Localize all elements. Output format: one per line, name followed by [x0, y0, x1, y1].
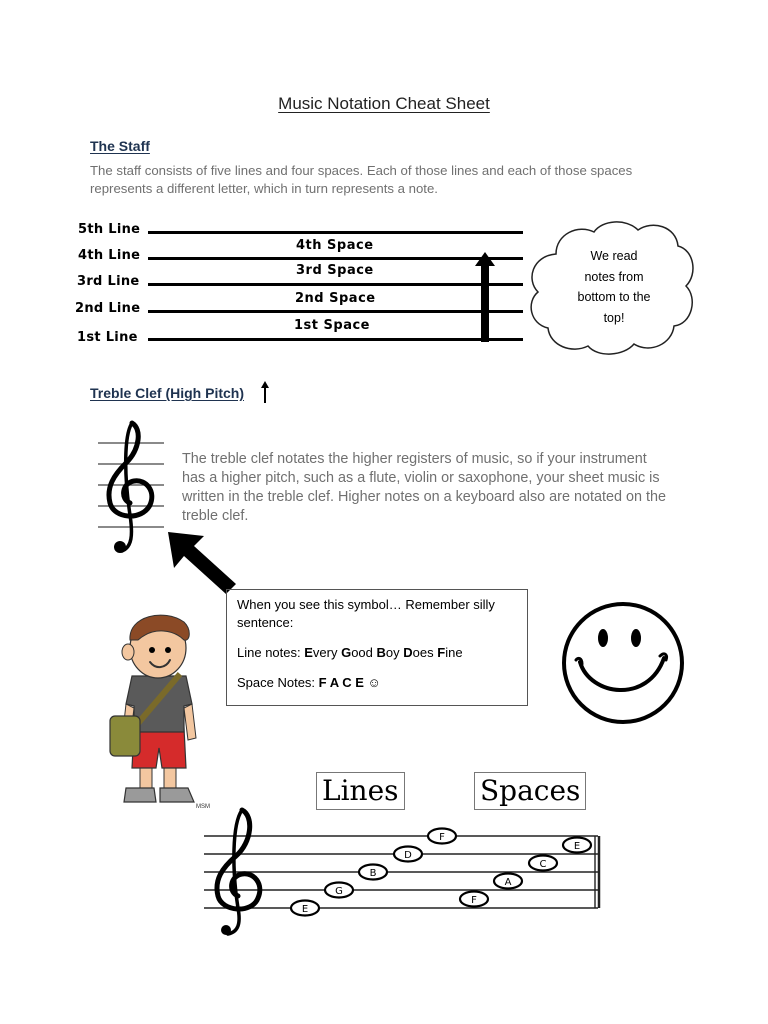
staff-description: The staff consists of five lines and four spaces. Each of those lines and each of those spaces represents a different letter, which in turn represents a note. [90, 163, 633, 196]
mnemonic-initial: F [437, 645, 446, 660]
note-letter: E [573, 841, 581, 852]
mnemonic-word-rest: oes [412, 645, 434, 660]
space-notes-letters: F A C E [318, 675, 364, 690]
cloud-text-line: top! [603, 310, 625, 325]
space-notes-mnemonic [237, 674, 517, 692]
boy-illustration [104, 610, 214, 810]
line-notes-prefix: Line notes: [237, 645, 305, 660]
page-title: Music Notation Cheat Sheet [278, 94, 490, 113]
treble-clef-staff [96, 415, 166, 560]
mnemonic-initial: D [403, 645, 413, 660]
note-letter: E [301, 904, 309, 915]
note-chart-staff [198, 804, 603, 936]
line-label-4: 4th Line [78, 248, 141, 263]
staff-line-5 [148, 231, 523, 234]
line-label-3: 3rd Line [77, 274, 140, 289]
up-arrow-icon [260, 381, 270, 403]
mnemonic-initial: B [376, 645, 386, 660]
note-letter: B [369, 868, 377, 879]
treble-section-heading: Treble Clef (High Pitch) [90, 385, 245, 401]
space-notes-prefix: Space Notes: [237, 675, 319, 690]
note-letter: A [504, 877, 512, 888]
mnemonic-word-rest: very [312, 645, 338, 660]
note-letter: G [335, 886, 343, 897]
space-label-4: 4th Space [296, 238, 374, 253]
mnemonic-word-rest: ine [445, 645, 463, 660]
smiley-icon: ☺ [367, 675, 381, 690]
space-label-1: 1st Space [294, 318, 370, 333]
line-label-5: 5th Line [78, 222, 141, 237]
mnemonic-box [226, 589, 528, 706]
line-label-2: 2nd Line [75, 301, 141, 316]
note-letter: F [471, 895, 477, 906]
line-label-1: 1st Line [77, 330, 138, 345]
space-label-3: 3rd Space [296, 263, 374, 278]
staff-line-1 [148, 338, 523, 341]
mnemonic-word-rest: oy [385, 645, 400, 660]
staff-section-heading: The Staff [90, 138, 150, 154]
smiley-face-icon [560, 600, 686, 726]
mnemonic-initial: E [304, 645, 313, 660]
mnemonic-word-rest: ood [351, 645, 373, 660]
staff-line-3 [148, 283, 523, 286]
cloud-text-line: notes from [584, 269, 644, 284]
big-arrow-icon [164, 528, 240, 596]
line-notes-mnemonic [237, 644, 517, 662]
cloud-text-line: bottom to the [577, 290, 651, 304]
note-letter: D [404, 850, 412, 861]
up-arrow-icon [474, 252, 496, 342]
mnemonic-initial: G [341, 645, 352, 660]
staff-line-2 [148, 310, 523, 313]
note-letter: F [439, 832, 445, 843]
cloud-text-line: We read [590, 249, 638, 263]
illustrator-signature: MSM [196, 804, 210, 810]
staff-line-4 [148, 257, 523, 260]
treble-description: The treble clef notates the higher registers of music, so if your instrument has a higher pitch, such as a flute, violin or saxophone, your sheet music is written in the treble clef. Higher notes on a keyboard also are notated on the treble clef. [182, 451, 666, 524]
note-letter: C [539, 859, 547, 870]
spaces-label: Spaces [474, 772, 586, 810]
mnemonic-intro: When you see this symbol… Remember silly sentence: [237, 597, 495, 630]
space-label-2: 2nd Space [295, 291, 376, 306]
cloud-text [552, 246, 676, 328]
lines-label: Lines [316, 772, 405, 810]
